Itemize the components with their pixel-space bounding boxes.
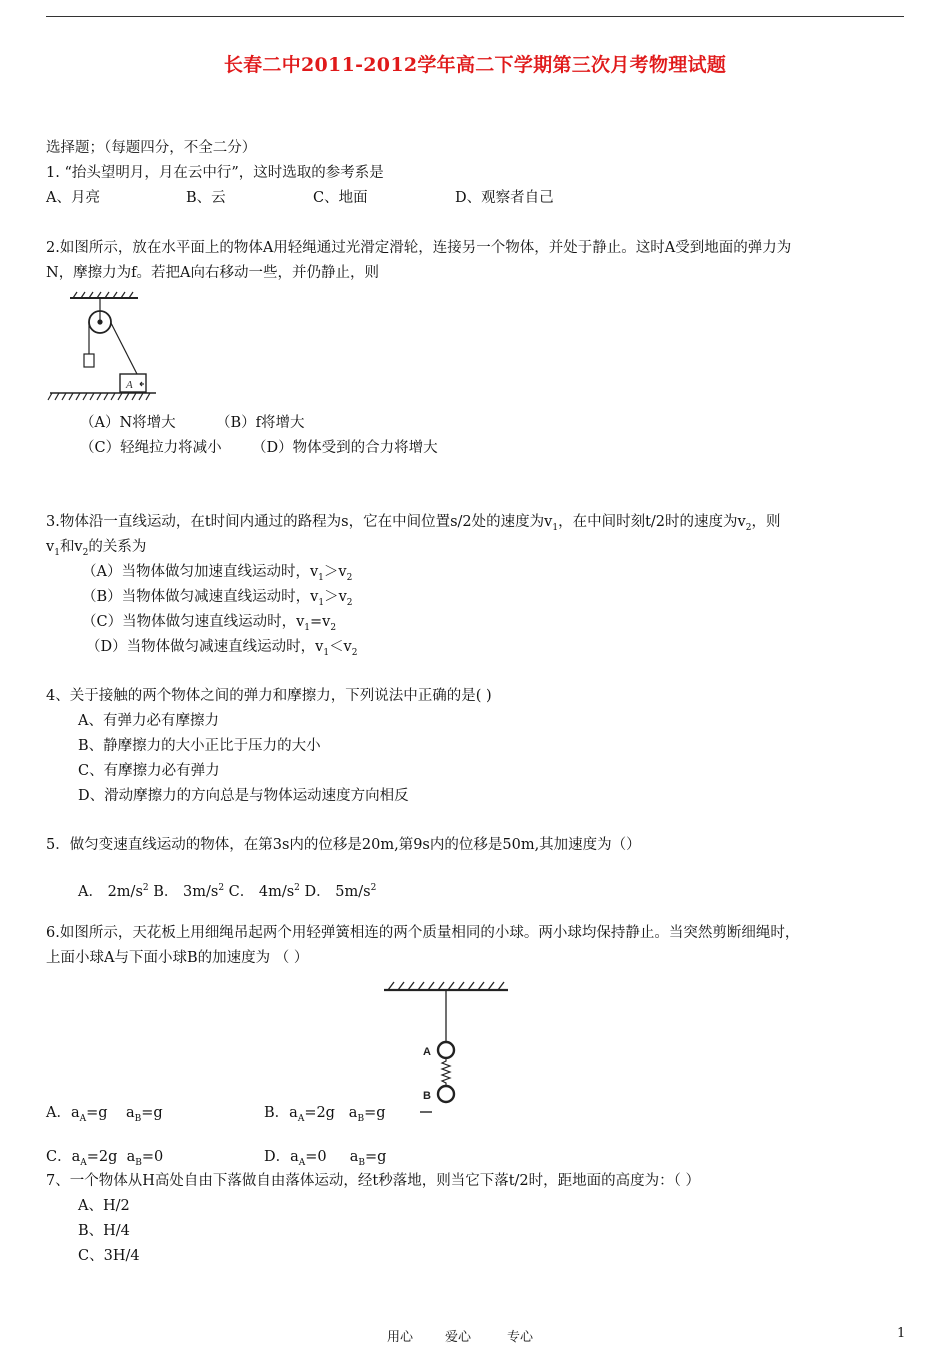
q6-option-text: =2g a [304, 1105, 358, 1121]
q5-stem: 5．做匀变速直线运动的物体，在第3s内的位移是20m,第9s内的位移是50m,其加速度为（） [46, 837, 641, 853]
q6-option-text: C．a [46, 1149, 81, 1165]
q6-option-text: =0 a [305, 1149, 359, 1165]
q2-option-a: （A）N将增大 [80, 415, 176, 431]
q6-option-a [46, 1103, 163, 1129]
q4-option-d: D、滑动摩擦力的方向总是与物体运动速度方向相反 [78, 788, 409, 804]
q6-subscript: B [358, 1157, 365, 1168]
q3-option-relation: ＜v [329, 639, 352, 655]
q6-spring-figure [380, 978, 515, 1123]
q5-exponent: 2 [218, 883, 225, 893]
q3-option-text: （D）当物体做匀减速直线运动时，v [86, 639, 324, 655]
q3-option-a [82, 562, 352, 588]
q3-subscript: 1 [323, 647, 330, 658]
header-rule [46, 16, 904, 17]
footer-text-left: 用心 [387, 1330, 414, 1345]
q2-option-c: （C）轻绳拉力将减小 [80, 440, 222, 456]
q3-subscript: 2 [351, 647, 358, 658]
q1-option-b: B、云 [186, 190, 226, 206]
q3-stem-text: 的关系为 [88, 539, 147, 555]
page-number: 1 [897, 1326, 906, 1341]
q3-option-relation: =v [310, 614, 331, 630]
q6-subscript: B [135, 1157, 142, 1168]
q3-stem-line2 [46, 537, 146, 563]
q3-option-text: （A）当物体做匀加速直线运动时，v [82, 564, 319, 580]
q2-option-b: （B）f将增大 [216, 415, 305, 431]
q6-option-b [264, 1103, 386, 1129]
q3-subscript: 2 [346, 597, 353, 608]
q3-subscript: 2 [346, 572, 353, 583]
q7-option-a: A、H/2 [78, 1198, 130, 1214]
q6-option-text: =2g a [86, 1149, 136, 1165]
q3-stem-text: 3.物体沿一直线运动，在t时间内通过的路程为s，它在中间位置s/2处的速度为v [46, 514, 553, 530]
q3-subscript: 2 [330, 622, 337, 633]
q6-ball-a-label: A [423, 1046, 431, 1058]
q6-subscript: B [357, 1113, 365, 1124]
q6-option-text: A．a [46, 1105, 80, 1121]
q3-subscript: 2 [82, 547, 89, 558]
q6-option-text: D．a [264, 1149, 299, 1165]
q5-option-d: D． 5m/s [299, 883, 371, 900]
q6-ball-b-label: B [423, 1090, 431, 1102]
q6-subscript: A [297, 1113, 305, 1124]
q7-stem: 7、一个物体从H高处自由下落做自由落体运动，经t秒落地，则当它下落t/2时，距地面的高度为：（ ） [46, 1173, 700, 1189]
q6-option-c [46, 1147, 163, 1173]
q3-stem-text: v [46, 539, 55, 555]
q5-option-c: C． 4m/s [224, 883, 295, 900]
q5-exponent: 2 [294, 883, 300, 893]
q5-option-a: A． 2m/s [78, 883, 143, 900]
q3-stem-line1 [46, 512, 780, 538]
q6-option-text: =g [364, 1105, 386, 1121]
q3-stem-text: ，则 [751, 514, 781, 530]
q3-subscript: 1 [552, 522, 559, 533]
q6-stem-line2: 上面小球A与下面小球B的加速度为 （ ） [46, 950, 309, 966]
footer-text-right: 专心 [507, 1330, 534, 1345]
q3-subscript: 2 [745, 522, 752, 533]
q3-subscript: 1 [318, 597, 325, 608]
q5-exponent: 2 [370, 883, 377, 893]
q3-option-text: （C）当物体做匀速直线运动时，v [82, 614, 305, 630]
q3-option-b [82, 587, 353, 613]
q3-stem-text: ，在中间时刻t/2时的速度为v [558, 514, 746, 530]
q3-option-relation: ＞v [324, 589, 347, 605]
q6-subscript: A [80, 1157, 87, 1168]
q5-options [78, 878, 376, 902]
q3-subscript: 1 [304, 622, 311, 633]
q6-option-text: =g [364, 1149, 387, 1165]
q6-option-text: =g [141, 1105, 163, 1121]
q3-option-c [82, 612, 336, 638]
q3-stem-text: 和v [59, 539, 83, 555]
q3-option-d [86, 637, 358, 663]
q3-subscript: 1 [54, 547, 60, 558]
page-title: 长春二中2011-2012学年高二下学期第三次月考物理试题 [223, 54, 727, 76]
q4-option-c: C、有摩擦力必有弹力 [78, 763, 220, 779]
q6-option-d [264, 1147, 386, 1173]
q2-pulley-figure [46, 290, 166, 405]
q6-option-text: =g a [86, 1105, 135, 1121]
q1-option-d: D、观察者自己 [455, 190, 554, 206]
q4-option-b: B、静摩擦力的大小正比于压力的大小 [78, 738, 321, 754]
q7-option-c: C、3H/4 [78, 1248, 140, 1264]
q6-option-text: =0 [141, 1149, 164, 1165]
q7-option-b: B、H/4 [78, 1223, 130, 1239]
q2-stem-line2: N，摩擦力为f。若把A向右移动一些，并仍静止，则 [46, 265, 380, 281]
q2-block-label: A [126, 379, 133, 391]
q1-option-c: C、地面 [313, 190, 368, 206]
q3-option-relation: ＞v [323, 564, 347, 580]
q1-stem: 1. “抬头望明月，月在云中行”，这时选取的参考系是 [46, 165, 384, 181]
q6-subscript: A [79, 1113, 87, 1124]
q6-stem-line1: 6.如图所示，天花板上用细绳吊起两个用轻弹簧相连的两个质量相同的小球。两小球均保持静止。当突然剪断细绳时， [46, 925, 800, 941]
footer-text-mid: 爱心 [445, 1330, 472, 1345]
q6-subscript: B [134, 1113, 142, 1124]
q2-option-d: （D）物体受到的合力将增大 [252, 440, 438, 456]
q1-option-a: A、月亮 [46, 190, 100, 206]
q4-stem: 4、关于接触的两个物体之间的弹力和摩擦力，下列说法中正确的是( ) [46, 688, 492, 704]
q5-option-b: B． 3m/s [148, 883, 219, 900]
q6-subscript: A [298, 1157, 306, 1168]
q2-stem-line1: 2.如图所示，放在水平面上的物体A用轻绳通过光滑定滑轮，连接另一个物体，并处于静止。这时A受到地面的弹力为 [46, 240, 792, 256]
q3-subscript: 1 [318, 572, 324, 583]
q6-option-text: B．a [264, 1105, 298, 1121]
q4-option-a: A、有弹力必有摩擦力 [78, 713, 219, 729]
q5-exponent: 2 [142, 883, 149, 893]
section-heading: 选择题；（每题四分，不全二分） [46, 140, 257, 156]
q3-option-text: （B）当物体做匀减速直线运动时，v [82, 589, 319, 605]
